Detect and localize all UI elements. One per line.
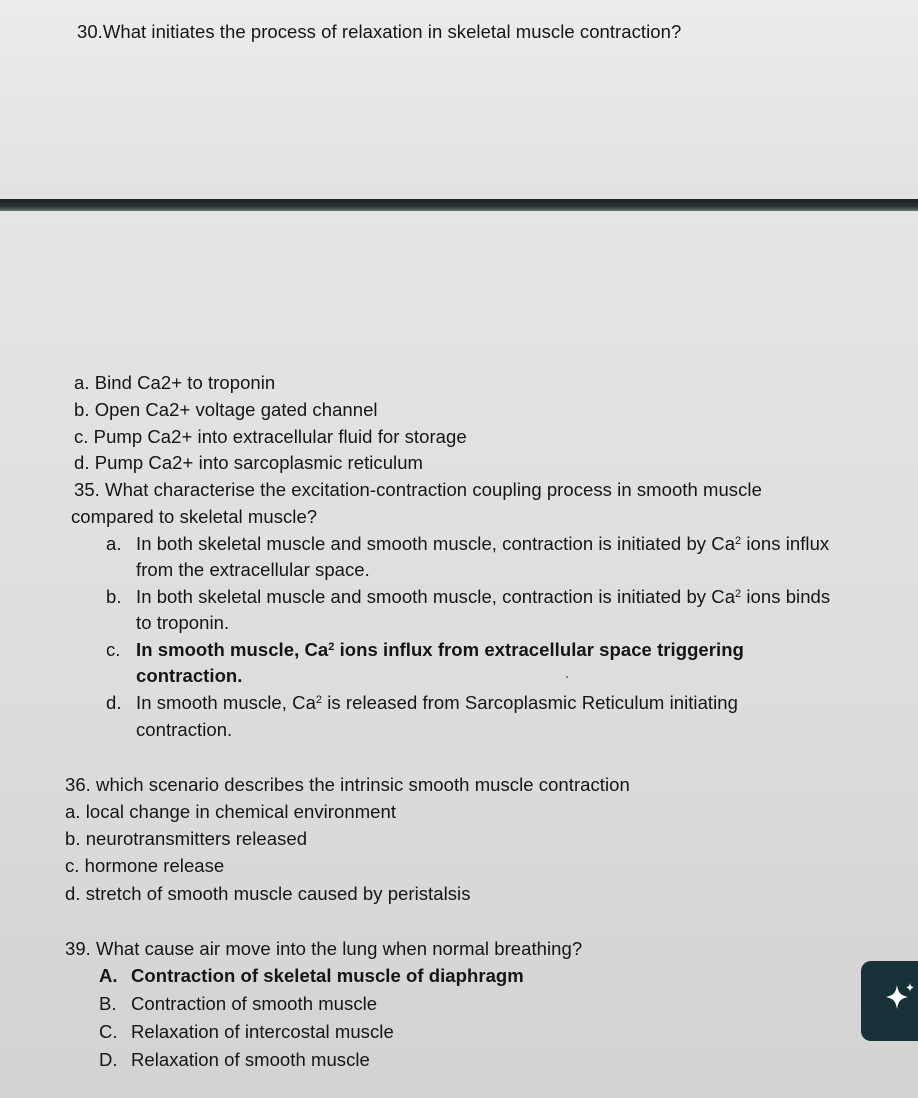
- q35-option-b-cont: to troponin.: [136, 612, 230, 633]
- q36-option-c: c. hormone release: [65, 855, 225, 876]
- q39-option-C: Relaxation of intercostal muscle: [131, 1021, 394, 1042]
- q39-option-B-letter: B.: [99, 993, 117, 1014]
- question-36: 36. which scenario describes the intrinsic smooth muscle contraction: [65, 774, 630, 795]
- q35-option-c: In smooth muscle, Ca$^2$ ions influx from extracellular space triggering: [136, 639, 744, 660]
- q35-option-d: In smooth muscle, Ca$^2$ is released from Sarcoplasmic Reticulum initiating: [136, 692, 738, 713]
- q35-option-d-cont: contraction.: [136, 719, 233, 740]
- q35-option-c-letter: c.: [106, 639, 121, 660]
- question-30: 30.What initiates the process of relaxation in skeletal muscle contraction?: [77, 21, 682, 42]
- q39-option-D: Relaxation of smooth muscle: [131, 1049, 370, 1070]
- q30-option-b: b. Open Ca2+ voltage gated channel: [74, 399, 378, 420]
- sparkle-icon: [883, 981, 917, 1015]
- q36-option-b: b. neurotransmitters released: [65, 828, 308, 849]
- q35-option-b: In both skeletal muscle and smooth muscle, contraction is initiated by Ca$^2$ ions binds: [136, 586, 831, 607]
- ai-assistant-button[interactable]: [861, 961, 918, 1041]
- question-35-line1: 35. What characterise the excitation-contraction coupling process in smooth muscle: [74, 479, 762, 500]
- q39-option-B: Contraction of smooth muscle: [131, 993, 378, 1014]
- q35-option-a-cont: from the extracellular space.: [136, 559, 370, 580]
- q39-option-C-letter: C.: [99, 1021, 118, 1042]
- page-divider: [0, 199, 918, 211]
- q36-option-d: d. stretch of smooth muscle caused by peristalsis: [65, 883, 471, 904]
- q30-option-d: d. Pump Ca2+ into sarcoplasmic reticulum: [74, 452, 424, 473]
- q35-option-a-letter: a.: [106, 533, 122, 554]
- q35-option-a: In both skeletal muscle and smooth muscle, contraction is initiated by Ca$^2$ ions influx: [136, 533, 830, 554]
- speck: [566, 676, 568, 678]
- q30-option-a: a. Bind Ca2+ to troponin: [74, 372, 276, 393]
- q39-option-D-letter: D.: [99, 1049, 118, 1070]
- question-39: 39. What cause air move into the lung when normal breathing?: [65, 938, 583, 959]
- q39-option-A: Contraction of skeletal muscle of diaphragm: [131, 965, 524, 986]
- q39-option-A-letter: A.: [99, 965, 118, 986]
- q36-option-a: a. local change in chemical environment: [65, 801, 397, 822]
- q35-option-c-cont: contraction.: [136, 665, 243, 686]
- q35-option-d-letter: d.: [106, 692, 122, 713]
- question-35-line2: compared to skeletal muscle?: [71, 506, 318, 527]
- q35-option-b-letter: b.: [106, 586, 122, 607]
- q30-option-c: c. Pump Ca2+ into extracellular fluid for storage: [74, 426, 467, 447]
